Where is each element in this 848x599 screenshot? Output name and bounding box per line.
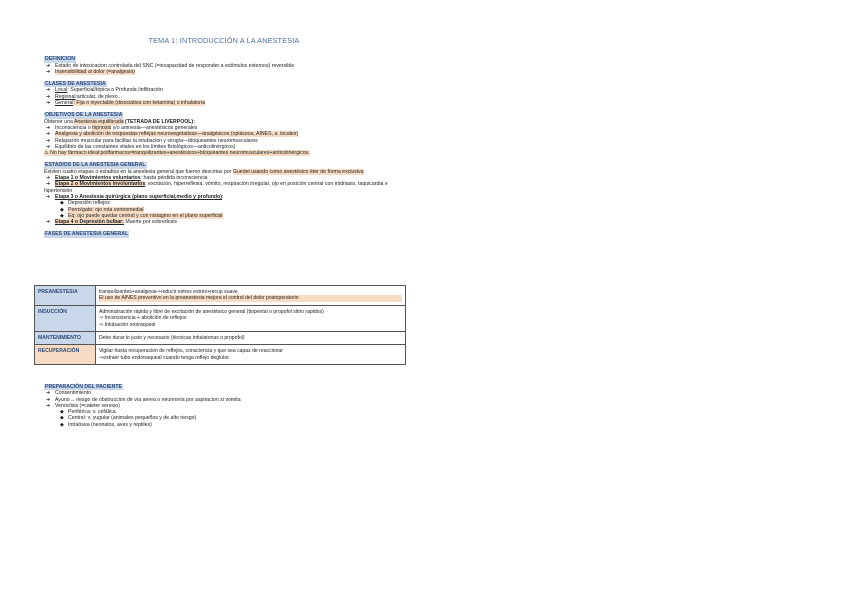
section-heading: CLASES DE ANESTESIA [45,81,106,88]
sub-list-item: ◆ Intraósea (neonatos, aves y reptiles) [60,421,152,428]
section-heading: FASES DE ANESTESIA GENERAL [45,231,129,238]
section-clases [44,78,414,106]
warning-note: ⚠ No hay fármaco ideal:polifarmacos=tranquilizantes+anestésicos+bloqueantes neuromusculares+anticolinérgicos. [44,150,310,157]
section-preparacion [44,381,414,428]
list-item: ➔ Inconsciencia o hipnosis y/o amnesia—anestésicos generales [46,124,198,131]
arrow-icon: ➔ [46,68,51,75]
phase-name: PREANESTESIA [35,286,96,306]
phase-name: RECUPERACIÓN [35,345,96,365]
arrow-icon: ➔ [46,175,51,182]
table-row [35,305,406,331]
list-item: ➔ Equilibrio de las constantes vitales en los límites fisiológicos—anticolinérgicos) [46,143,236,150]
list-item: ➔ Analgesia y abolición de respuestas reflejas neurovegetativas—analgésicos (opiáceos, AINES, a. locales) [46,131,299,138]
arrow-icon: ➔ [46,143,51,150]
list-item: ➔ Etapa 3 o Anestesia quirúrgica (plano superficial,medio y profundo): [46,193,224,200]
diamond-bullet-icon: ◆ [60,421,64,428]
page-title: TEMA 1: INTRODUCCIÓN A LA ANESTESIA [148,36,300,45]
list-item: ➔ Local: Superficial/tópica o Profunda /infiltración [46,87,163,94]
phase-name: INDUCCIÓN [35,305,96,331]
phase-name: MANTENIMIENTO [35,332,96,345]
arrow-icon: ➔ [46,93,51,100]
section-heading: OBJETIVOS DE LA ANESTESIA [45,112,123,119]
arrow-icon: ➔ [46,131,51,138]
list-item: ➔ Etapa 2 o Movimientos involuntarios: excitación, hiperreflexia, vómito, respiración irregular, ojo en posición central con midriasis, taquicardia e hipertensión [44,181,388,194]
section-fases [44,228,414,237]
sub-list-item: ◆ Periférica: v. cefálica. [60,409,117,416]
list-item: ➔ General: Fija o inyectable (disociativa con ketamina) o inhalatoria [46,100,205,107]
arrow-icon: ➔ [46,124,51,131]
list-item: ➔ Venoclisis (=cateter venoso) [46,402,121,409]
table-row [35,345,406,365]
section-objetivos [44,109,414,156]
arrow-icon: ➔ [46,62,51,69]
section-heading: PREPARACIÓN DEL PACIENTE [45,384,122,390]
list-item: ➔ Insensibilidad al dolor (=analgesia) [46,68,136,75]
diamond-bullet-icon: ◆ [60,200,64,207]
sub-list-item: ◆ Perro/gato: ojo rota ventromedial [60,206,144,213]
arrow-icon: ➔ [46,193,51,200]
arrow-icon: ➔ [46,390,51,397]
arrow-icon: ➔ [46,219,51,226]
intro-text: Existen cuatro etapas o estadios en la anestesia general que fueron descritas por Guedel usando como anestésico éter de forma exclusiva [44,168,364,175]
list-item: ➔ Etapa 4 o Depresión bulbar: Muerte por sobredosis [46,219,177,226]
list-item: ➔ Etapa 1 o Movimientos voluntarios: hasta pérdida inconsciencia [46,175,208,182]
document-page [44,38,414,241]
sub-list-item: ◆ Depresión reflejos [60,200,110,207]
diamond-bullet-icon: ◆ [60,409,64,416]
table-row [35,286,406,306]
phase-description: Administración rápida y libre de excitación de anestésico general (tiopental o propofol sitrio rapidos) ⇒ Inconsciencia + abolición de reflejos ⇒ Intubación orotraqueal [96,305,406,331]
arrow-icon: ➔ [46,181,51,188]
arrow-icon: ➔ [46,137,51,144]
phase-description: tranquilizantes+analgesia⇒reducir estres estrés+recup suave El uso de AINES preventivo en la preanestesia mejora el control del dolor postoperatorio [96,286,406,306]
list-item: ➔ Ayuno→ riesgo de obstruccion de vía aerea o neumonía por aspiracion si vomita [46,396,241,403]
sub-list-item: ◆ Central: v. yugular (animales pequeños y de alto riesgo) [60,415,197,422]
fases-table [34,285,406,365]
diamond-bullet-icon: ◆ [60,206,64,213]
phase-description: Vigilar hasta recuperacion de reflejos, consciencia y que sea capaz de reaccionar ⇒extraer tubo endotraqueal cuando tenga reflejo deglutor. [96,345,406,365]
list-item: ➔ Estado de intoxicacion controlada del SNC (=incapacidad de responder a estímulos externos) reversible [46,62,295,69]
list-item: ➔ Consentimiento [46,390,92,397]
arrow-icon: ➔ [46,87,51,94]
phase-description: Debe durar lo justo y necesario (técnicas inhalatorias o propofol) [96,332,406,345]
list-item: ➔ Relajación muscular para facilitar la intubación y cirugía—bloqueantes neuromusculares [46,137,258,144]
intro-text: Obtener una Anestesia equilibrada (TETRADA DE LIVERPOOL): [44,118,195,125]
diamond-bullet-icon: ◆ [60,415,64,422]
section-heading: DEFINICION [45,56,75,63]
section-definicion [44,53,414,75]
sub-list-item: ◆ Eq: ojo puede quedar central y con nistagmo en el plano superficial [60,212,223,219]
arrow-icon: ➔ [46,100,51,107]
list-item: ➔ Regional:articular, de plexo... [46,93,122,100]
arrow-icon: ➔ [46,402,51,409]
arrow-icon: ➔ [46,396,51,403]
section-heading: ESTADIOS DE LA ANESTESIA GENERAL [45,162,146,169]
diamond-bullet-icon: ◆ [60,212,64,219]
table-row [35,332,406,345]
section-estadios [44,159,414,225]
